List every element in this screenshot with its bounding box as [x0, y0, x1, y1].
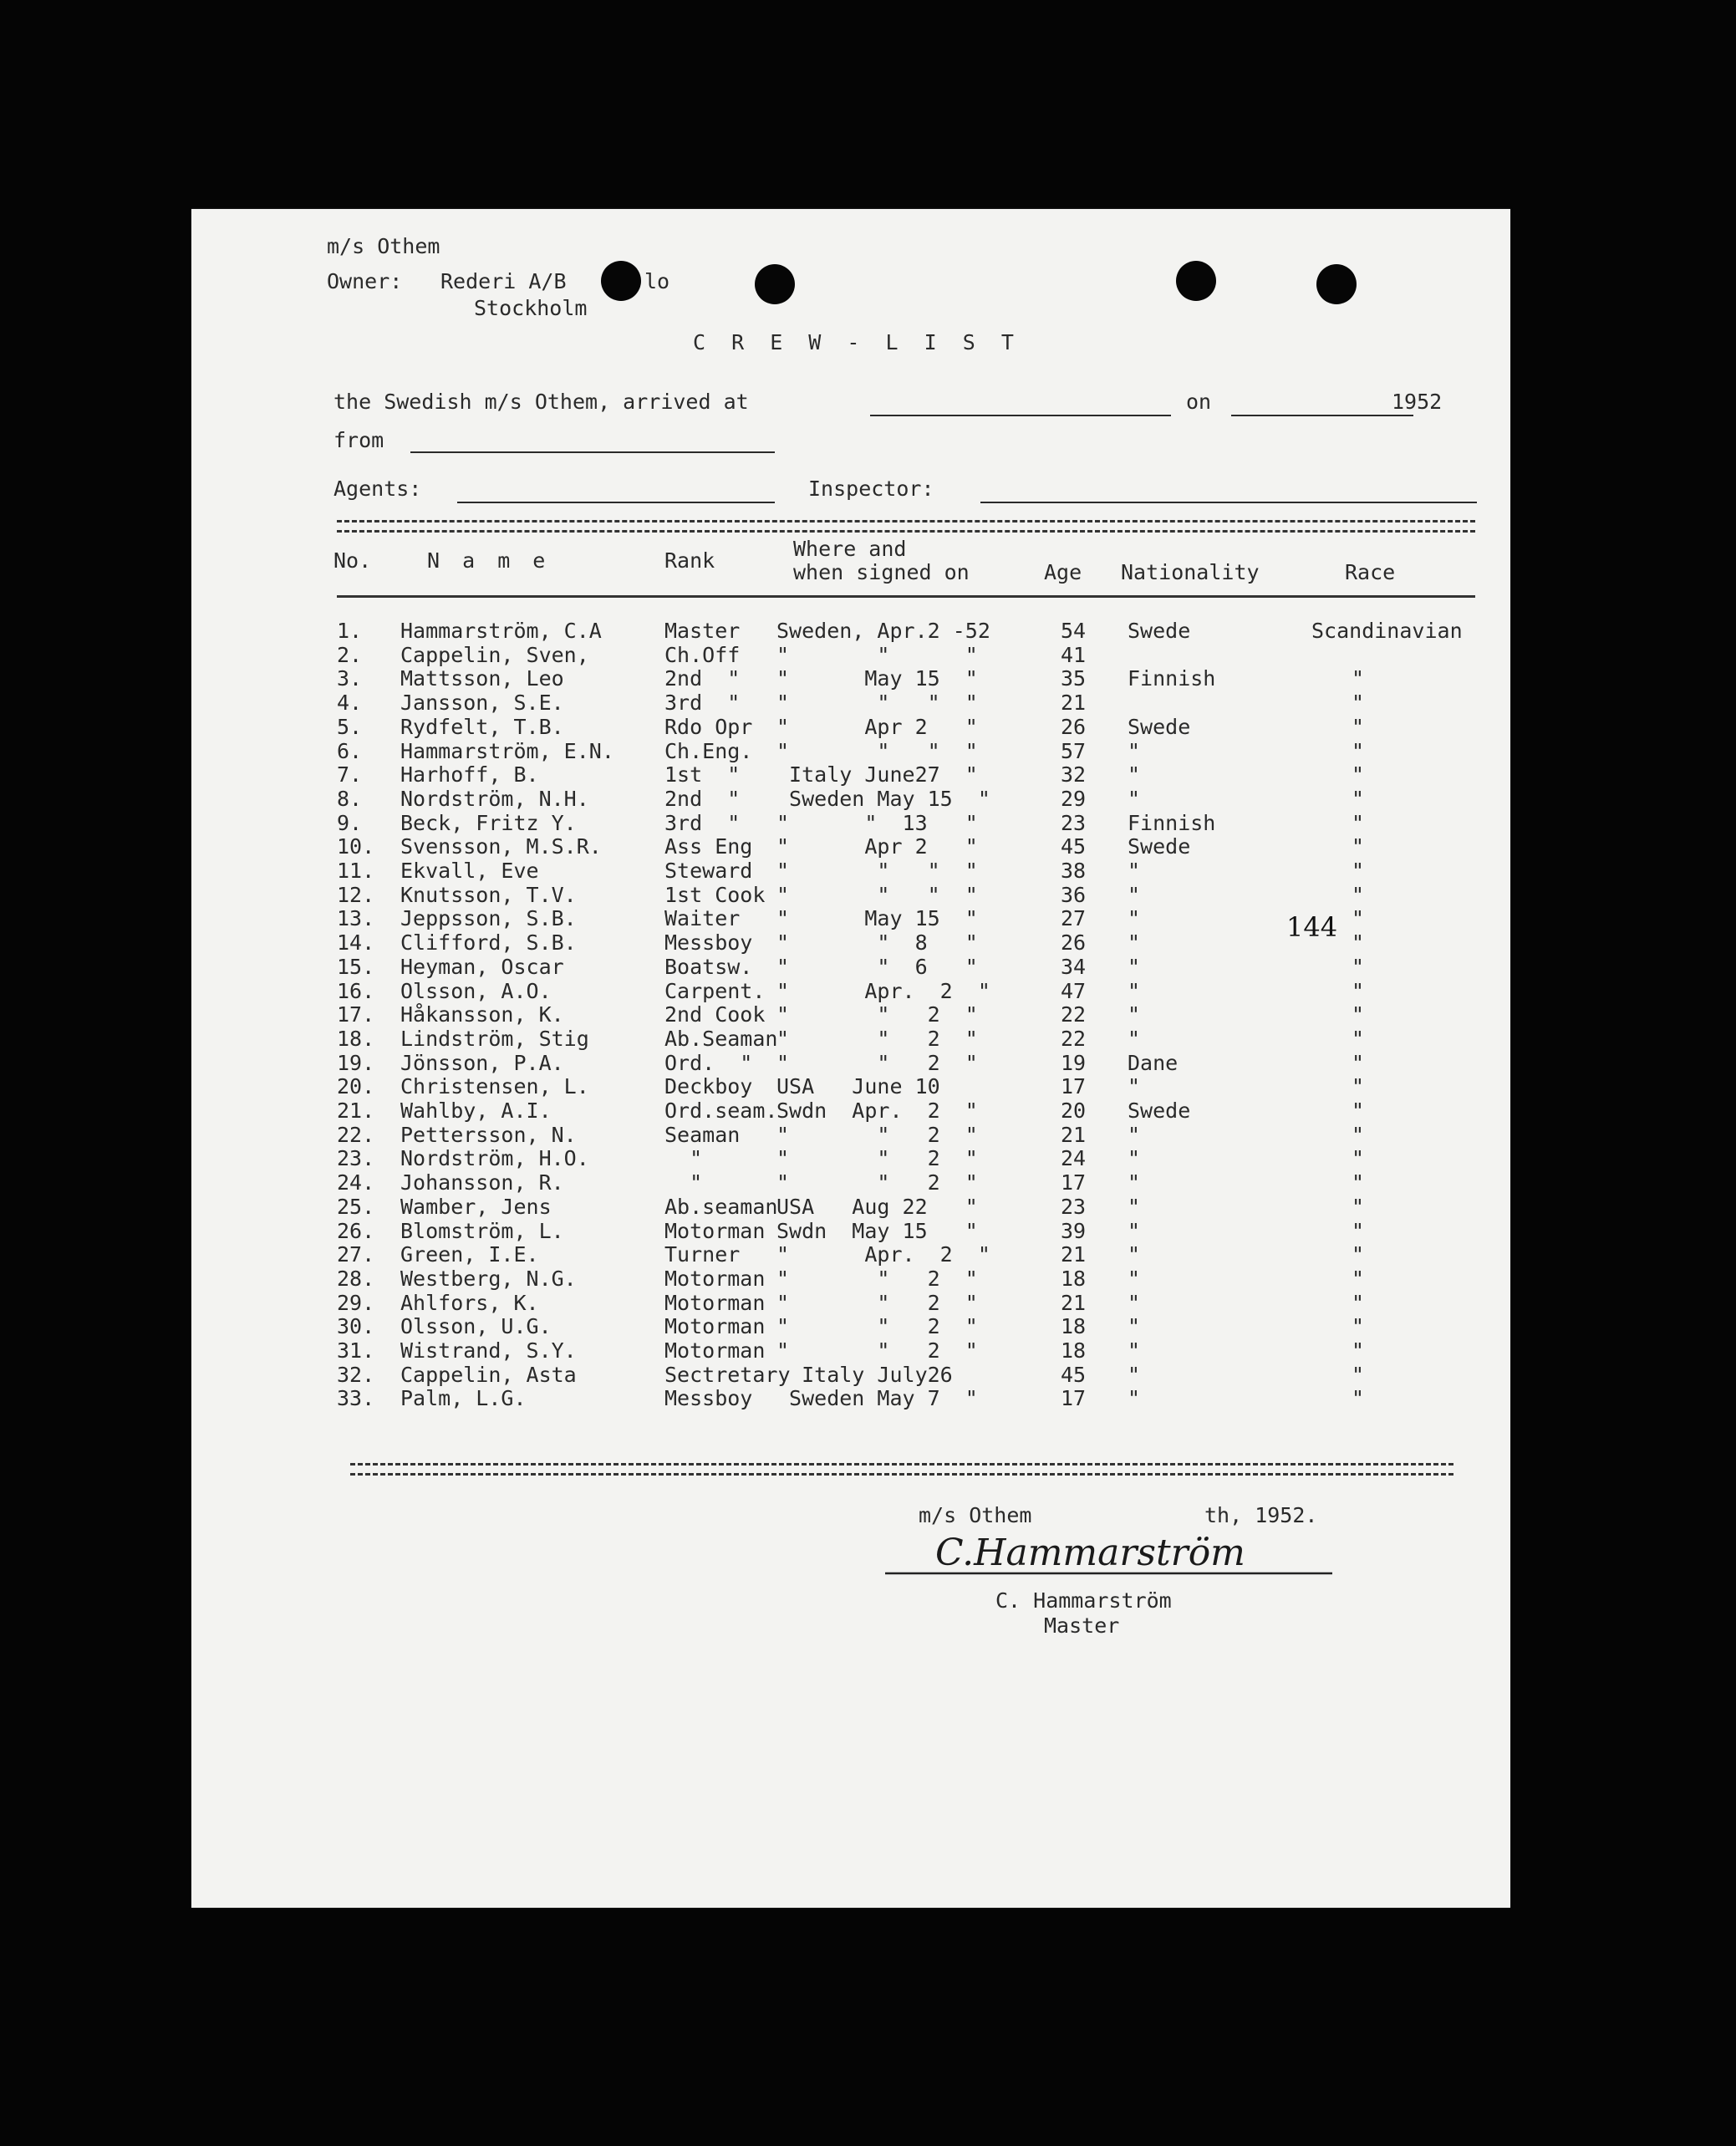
- crew-name: Ekvall, Eve: [400, 859, 539, 883]
- crew-name: Jansson, S.E.: [400, 691, 564, 716]
- crew-race: ": [1352, 1098, 1365, 1123]
- table-row: [191, 859, 1510, 884]
- crew-nationality: ": [1128, 762, 1141, 788]
- crew-nationality: ": [1128, 1170, 1141, 1195]
- table-row: [191, 1219, 1510, 1244]
- crew-age: 27: [1061, 906, 1087, 931]
- crew-nationality: Dane: [1128, 1050, 1179, 1075]
- vessel-name: m/s Othem: [327, 234, 440, 258]
- owner-name: Rederi A/B: [440, 269, 567, 293]
- table-row: [191, 691, 1510, 716]
- table-row: [191, 1314, 1510, 1339]
- crew-age: 29: [1061, 786, 1087, 811]
- year: 1952: [1392, 390, 1443, 414]
- crew-race: ": [1352, 666, 1365, 691]
- crew-no: 9.: [337, 810, 363, 835]
- crew-nationality: ": [1128, 1122, 1141, 1147]
- crew-race: ": [1352, 906, 1365, 931]
- crew-age: 21: [1061, 1122, 1087, 1147]
- crew-signed-on: " " 2 ": [776, 1146, 978, 1171]
- punch-hole: [1176, 261, 1216, 301]
- crew-race: ": [1352, 1338, 1365, 1363]
- crew-age: 22: [1061, 1002, 1087, 1027]
- crew-name: Svensson, M.S.R.: [400, 834, 602, 859]
- crew-signed-on: " " 6 ": [776, 954, 978, 979]
- crew-nationality: Swede: [1128, 714, 1191, 739]
- crew-no: 18.: [337, 1026, 375, 1051]
- crew-nationality: ": [1128, 978, 1141, 1003]
- crew-race: ": [1352, 762, 1365, 788]
- crew-nationality: ": [1128, 1338, 1141, 1363]
- col-header-name: N a m e: [427, 548, 551, 573]
- crew-rank: Messboy: [664, 1386, 753, 1411]
- crew-rank: 2nd ": [664, 786, 741, 811]
- crew-rank: Ab.seaman: [664, 1194, 778, 1219]
- crew-name: Rydfelt, T.B.: [400, 714, 564, 739]
- crew-nationality: ": [1128, 1218, 1141, 1243]
- crew-rank: Steward: [664, 859, 753, 883]
- crew-signed-on: " " " ": [776, 738, 978, 763]
- crew-name: Heyman, Oscar: [400, 954, 564, 979]
- crew-nationality: ": [1128, 1026, 1141, 1051]
- crew-signed-on: " " 8 ": [776, 930, 978, 956]
- footer-vessel: m/s Othem: [919, 1503, 1032, 1527]
- col-header-where-1: Where and: [793, 537, 907, 561]
- table-row: [191, 1051, 1510, 1076]
- col-header-nationality: Nationality: [1121, 560, 1260, 584]
- crew-name: Nordström, H.O.: [400, 1146, 589, 1171]
- crew-race: ": [1352, 786, 1365, 811]
- from-label: from: [333, 428, 384, 452]
- crew-signed-on: " " 2 ": [776, 1026, 978, 1051]
- crew-rank: Motorman: [664, 1314, 766, 1339]
- crew-race: ": [1352, 714, 1365, 739]
- crew-age: 18: [1061, 1266, 1087, 1291]
- crew-nationality: Swede: [1128, 1098, 1191, 1123]
- punch-hole: [601, 261, 641, 301]
- crew-age: 38: [1061, 859, 1087, 883]
- table-row: [191, 715, 1510, 740]
- crew-age: 45: [1061, 834, 1087, 859]
- crew-rank: Waiter: [664, 906, 741, 931]
- table-row: [191, 811, 1510, 836]
- crew-no: 10.: [337, 834, 375, 859]
- table-row: [191, 1074, 1510, 1099]
- crew-signed-on: Sweden May 7 ": [776, 1386, 978, 1411]
- crew-signed-on: " " 2 ": [776, 1050, 978, 1075]
- crew-race: ": [1352, 978, 1365, 1003]
- crew-no: 2.: [337, 642, 363, 667]
- punch-hole: [1316, 264, 1357, 304]
- crew-name: Harhoff, B.: [400, 762, 539, 788]
- crew-age: 20: [1061, 1098, 1087, 1123]
- crew-signed-on: Sweden May 15 ": [776, 786, 990, 811]
- crew-race: ": [1352, 1074, 1365, 1099]
- col-header-rank: Rank: [664, 548, 715, 573]
- crew-name: Olsson, A.O.: [400, 978, 552, 1003]
- crew-rank: Carpent.: [664, 978, 766, 1003]
- crew-age: 41: [1061, 642, 1087, 667]
- crew-nationality: ": [1128, 1146, 1141, 1171]
- crew-race: ": [1352, 954, 1365, 979]
- table-row: [191, 619, 1510, 644]
- crew-age: 54: [1061, 619, 1087, 643]
- inspector-label: Inspector:: [808, 477, 934, 501]
- table-row: [191, 1291, 1510, 1316]
- crew-nationality: ": [1128, 1386, 1141, 1411]
- crew-name: Christensen, L.: [400, 1074, 589, 1099]
- crew-age: 45: [1061, 1362, 1087, 1387]
- crew-rank: Boatsw.: [664, 954, 753, 979]
- crew-race: ": [1352, 1146, 1365, 1171]
- crew-age: 17: [1061, 1386, 1087, 1411]
- crew-rank: Ass Eng: [664, 834, 753, 859]
- table-row: [191, 834, 1510, 859]
- crew-age: 18: [1061, 1338, 1087, 1363]
- crew-name: Johansson, R.: [400, 1170, 564, 1195]
- table-row: [191, 643, 1510, 668]
- crew-race: ": [1352, 1290, 1365, 1315]
- crew-nationality: ": [1128, 859, 1141, 883]
- crew-age: 21: [1061, 691, 1087, 716]
- table-row: [191, 787, 1510, 812]
- table-row: [191, 1338, 1510, 1364]
- crew-signed-on: Swdn Apr. 2 ": [776, 1098, 978, 1123]
- table-row: [191, 666, 1510, 691]
- crew-signed-on: " " " ": [776, 691, 978, 716]
- crew-no: 22.: [337, 1122, 375, 1147]
- table-row: [191, 1027, 1510, 1052]
- col-header-age: Age: [1044, 560, 1082, 584]
- crew-rank: Messboy: [664, 930, 753, 956]
- crew-nationality: Swede: [1128, 619, 1191, 643]
- page-number-stamp: 144: [1286, 911, 1338, 943]
- arrival-text: the Swedish m/s Othem, arrived at: [333, 390, 749, 414]
- crew-race: ": [1352, 1242, 1365, 1267]
- owner-city: Stockholm: [474, 296, 588, 320]
- crew-no: 11.: [337, 859, 375, 883]
- crew-age: 57: [1061, 738, 1087, 763]
- crew-name: Nordström, N.H.: [400, 786, 589, 811]
- crew-race: ": [1352, 1362, 1365, 1387]
- crew-rank: ": [664, 1170, 703, 1195]
- crew-signed-on: " Apr. 2 ": [776, 978, 990, 1003]
- crew-nationality: Finnish: [1128, 666, 1216, 691]
- crew-rank: ": [664, 1146, 703, 1171]
- crew-no: 5.: [337, 714, 363, 739]
- crew-no: 21.: [337, 1098, 375, 1123]
- crew-no: 23.: [337, 1146, 375, 1171]
- crew-name: Hammarström, E.N.: [400, 738, 614, 763]
- crew-rank: Motorman: [664, 1290, 766, 1315]
- crew-no: 28.: [337, 1266, 375, 1291]
- crew-no: 16.: [337, 978, 375, 1003]
- crew-race: ": [1352, 930, 1365, 956]
- crew-race: ": [1352, 1218, 1365, 1243]
- double-rule-top: [337, 520, 1475, 533]
- crew-rank: 3rd ": [664, 691, 741, 716]
- table-row: [191, 1242, 1510, 1267]
- crew-race: ": [1352, 1050, 1365, 1075]
- crew-name: Cappelin, Asta: [400, 1362, 577, 1387]
- crew-no: 17.: [337, 1002, 375, 1027]
- crew-nationality: ": [1128, 1242, 1141, 1267]
- crew-name: Clifford, S.B.: [400, 930, 577, 956]
- crew-no: 12.: [337, 882, 375, 907]
- crew-rank: Ab.Seaman: [664, 1026, 778, 1051]
- crew-race: ": [1352, 1194, 1365, 1219]
- crew-name: Pettersson, N.: [400, 1122, 577, 1147]
- crew-nationality: ": [1128, 1290, 1141, 1315]
- crew-race: ": [1352, 810, 1365, 835]
- inspector-field: [980, 502, 1477, 503]
- table-row: [191, 979, 1510, 1004]
- crew-race: ": [1352, 691, 1365, 716]
- crew-no: 29.: [337, 1290, 375, 1315]
- crew-no: 19.: [337, 1050, 375, 1075]
- crew-no: 30.: [337, 1314, 375, 1339]
- signer-title: Master: [1044, 1613, 1120, 1638]
- crew-signed-on: " May 15 ": [776, 906, 978, 931]
- col-header-where-2: when signed on: [793, 560, 970, 584]
- crew-nationality: Swede: [1128, 834, 1191, 859]
- crew-no: 31.: [337, 1338, 375, 1363]
- crew-signed-on: " " 2 ": [776, 1338, 978, 1363]
- crew-name: Ahlfors, K.: [400, 1290, 539, 1315]
- punch-hole: [755, 264, 795, 304]
- crew-name: Wahlby, A.I.: [400, 1098, 552, 1123]
- crew-name: Cappelin, Sven,: [400, 642, 589, 667]
- date-field: [1231, 415, 1413, 416]
- signer-name: C. Hammarström: [995, 1588, 1172, 1613]
- crew-age: 32: [1061, 762, 1087, 788]
- crew-signed-on: " " 2 ": [776, 1002, 978, 1027]
- crew-rank: 3rd ": [664, 810, 741, 835]
- crew-name: Westberg, N.G.: [400, 1266, 577, 1291]
- crew-age: 26: [1061, 714, 1087, 739]
- crew-name: Green, I.E.: [400, 1242, 539, 1267]
- crew-no: 15.: [337, 954, 375, 979]
- agents-field: [457, 502, 775, 503]
- crew-age: 36: [1061, 882, 1087, 907]
- crew-age: 24: [1061, 1146, 1087, 1171]
- crew-rank: Motorman: [664, 1338, 766, 1363]
- crew-rank: Ch.Off: [664, 642, 741, 667]
- owner-label: Owner:: [327, 269, 403, 293]
- crew-race: ": [1352, 859, 1365, 883]
- crew-nationality: ": [1128, 1074, 1141, 1099]
- crew-name: Lindström, Stig: [400, 1026, 589, 1051]
- footer-date: th, 1952.: [1204, 1503, 1318, 1527]
- crew-signed-on: " May 15 ": [776, 666, 978, 691]
- crew-signed-on: " " " ": [776, 859, 978, 883]
- crew-nationality: ": [1128, 1002, 1141, 1027]
- crew-age: 21: [1061, 1242, 1087, 1267]
- table-row: [191, 739, 1510, 764]
- crew-no: 32.: [337, 1362, 375, 1387]
- crew-signed-on: USA Aug 22 ": [776, 1194, 978, 1219]
- crew-rank: 1st Cook: [664, 882, 766, 907]
- crew-name: Jönsson, P.A.: [400, 1050, 564, 1075]
- crew-name: Beck, Fritz Y.: [400, 810, 577, 835]
- table-row: [191, 1146, 1510, 1171]
- crew-rank: Ch.Eng.: [664, 738, 753, 763]
- crew-nationality: ": [1128, 930, 1141, 956]
- crew-signed-on: " " " ": [776, 882, 978, 907]
- crew-signed-on: " Apr 2 ": [776, 834, 978, 859]
- double-rule-bottom: [350, 1463, 1453, 1476]
- table-row: [191, 1195, 1510, 1220]
- crew-rank: Turner: [664, 1242, 741, 1267]
- owner-suffix: lo: [644, 269, 670, 293]
- crew-race: ": [1352, 1170, 1365, 1195]
- crew-no: 8.: [337, 786, 363, 811]
- header-rule: [337, 595, 1475, 598]
- crew-signed-on: Swdn May 15 ": [776, 1218, 978, 1243]
- crew-race: ": [1352, 882, 1365, 907]
- crew-age: 39: [1061, 1218, 1087, 1243]
- crew-signed-on: Sweden, Apr.2 -52: [776, 619, 990, 643]
- crew-rank: 2nd ": [664, 666, 741, 691]
- crew-age: 23: [1061, 1194, 1087, 1219]
- crew-age: 17: [1061, 1170, 1087, 1195]
- crew-signed-on: Italy June27 ": [776, 762, 978, 788]
- crew-signed-on: " " 2 ": [776, 1170, 978, 1195]
- crew-age: 26: [1061, 930, 1087, 956]
- crew-signed-on: " " 2 ": [776, 1266, 978, 1291]
- table-row: [191, 1386, 1510, 1411]
- crew-rank: 1st ": [664, 762, 741, 788]
- crew-age: 23: [1061, 810, 1087, 835]
- crew-signed-on: " " 2 ": [776, 1314, 978, 1339]
- crew-no: 26.: [337, 1218, 375, 1243]
- crew-signed-on: " " 2 ": [776, 1122, 978, 1147]
- crew-no: 3.: [337, 666, 363, 691]
- crew-age: 47: [1061, 978, 1087, 1003]
- crew-no: 1.: [337, 619, 363, 643]
- crew-age: 17: [1061, 1074, 1087, 1099]
- crew-rank: 2nd Cook: [664, 1002, 766, 1027]
- col-header-race: Race: [1345, 560, 1396, 584]
- from-field: [410, 451, 775, 453]
- crew-no: 7.: [337, 762, 363, 788]
- table-row: [191, 1098, 1510, 1124]
- crew-name: Olsson, U.G.: [400, 1314, 552, 1339]
- crew-no: 27.: [337, 1242, 375, 1267]
- crew-signed-on: " Apr. 2 ": [776, 1242, 990, 1267]
- table-row: [191, 1363, 1510, 1388]
- crew-no: 6.: [337, 738, 363, 763]
- crew-signed-on: " " ": [776, 642, 978, 667]
- arrived-at-field: [870, 415, 1171, 416]
- table-row: [191, 762, 1510, 788]
- crew-nationality: ": [1128, 1362, 1141, 1387]
- agents-label: Agents:: [333, 477, 422, 501]
- crew-name: Hammarström, C.A: [400, 619, 602, 643]
- table-row: [191, 1002, 1510, 1027]
- crew-nationality: ": [1128, 786, 1141, 811]
- table-row: [191, 1123, 1510, 1148]
- crew-name: Jeppsson, S.B.: [400, 906, 577, 931]
- crew-race: ": [1352, 738, 1365, 763]
- crew-rank: Ord. ": [664, 1050, 753, 1075]
- crew-nationality: ": [1128, 882, 1141, 907]
- crew-race: ": [1352, 1122, 1365, 1147]
- crew-rank: Motorman: [664, 1218, 766, 1243]
- crew-race: ": [1352, 1386, 1365, 1411]
- crew-age: 34: [1061, 954, 1087, 979]
- crew-rank: Seaman: [664, 1122, 741, 1147]
- crew-race: ": [1352, 1266, 1365, 1291]
- crew-nationality: ": [1128, 1194, 1141, 1219]
- crew-name: Mattsson, Leo: [400, 666, 564, 691]
- crew-no: 4.: [337, 691, 363, 716]
- crew-signed-on: " " 13 ": [776, 810, 978, 835]
- document-title: C R E W - L I S T: [693, 330, 1021, 354]
- col-header-no: No.: [333, 548, 372, 573]
- crew-rank: Ord.seam.: [664, 1098, 778, 1123]
- crew-name: Blomström, L.: [400, 1218, 564, 1243]
- table-row: [191, 883, 1510, 908]
- crew-name: Wamber, Jens: [400, 1194, 552, 1219]
- crew-no: 13.: [337, 906, 375, 931]
- crew-age: 35: [1061, 666, 1087, 691]
- crew-no: 20.: [337, 1074, 375, 1099]
- table-row: [191, 1267, 1510, 1292]
- crew-rank: Sectretary: [664, 1362, 791, 1387]
- crew-nationality: ": [1128, 1266, 1141, 1291]
- crew-rank: Rdo Opr: [664, 714, 753, 739]
- on-label: on: [1186, 390, 1212, 414]
- crew-nationality: ": [1128, 738, 1141, 763]
- crew-race: Scandinavian: [1311, 619, 1463, 643]
- svg-text:C.Hammarström: C.Hammarström: [935, 1532, 1245, 1574]
- crew-age: 21: [1061, 1290, 1087, 1315]
- crew-signed-on: Italy July26: [776, 1362, 953, 1387]
- crew-age: 19: [1061, 1050, 1087, 1075]
- crew-rank: Deckboy: [664, 1074, 753, 1099]
- crew-race: ": [1352, 834, 1365, 859]
- crew-no: 14.: [337, 930, 375, 956]
- crew-nationality: ": [1128, 906, 1141, 931]
- crew-nationality: Finnish: [1128, 810, 1216, 835]
- crew-signed-on: " Apr 2 ": [776, 714, 978, 739]
- master-signature: [877, 1522, 1345, 1588]
- crew-name: Håkansson, K.: [400, 1002, 564, 1027]
- crew-signed-on: USA June 10: [776, 1074, 940, 1099]
- crew-list-document: [191, 209, 1510, 1908]
- crew-race: ": [1352, 1002, 1365, 1027]
- table-row: [191, 1170, 1510, 1195]
- crew-signed-on: " " 2 ": [776, 1290, 978, 1315]
- crew-name: Wistrand, S.Y.: [400, 1338, 577, 1363]
- crew-race: ": [1352, 1026, 1365, 1051]
- crew-no: 25.: [337, 1194, 375, 1219]
- crew-race: ": [1352, 1314, 1365, 1339]
- crew-rank: Master: [664, 619, 741, 643]
- crew-age: 18: [1061, 1314, 1087, 1339]
- crew-no: 33.: [337, 1386, 375, 1411]
- crew-nationality: ": [1128, 954, 1141, 979]
- crew-age: 22: [1061, 1026, 1087, 1051]
- crew-rank: Motorman: [664, 1266, 766, 1291]
- crew-name: Palm, L.G.: [400, 1386, 527, 1411]
- crew-nationality: ": [1128, 1314, 1141, 1339]
- crew-no: 24.: [337, 1170, 375, 1195]
- crew-name: Knutsson, T.V.: [400, 882, 577, 907]
- table-row: [191, 955, 1510, 980]
